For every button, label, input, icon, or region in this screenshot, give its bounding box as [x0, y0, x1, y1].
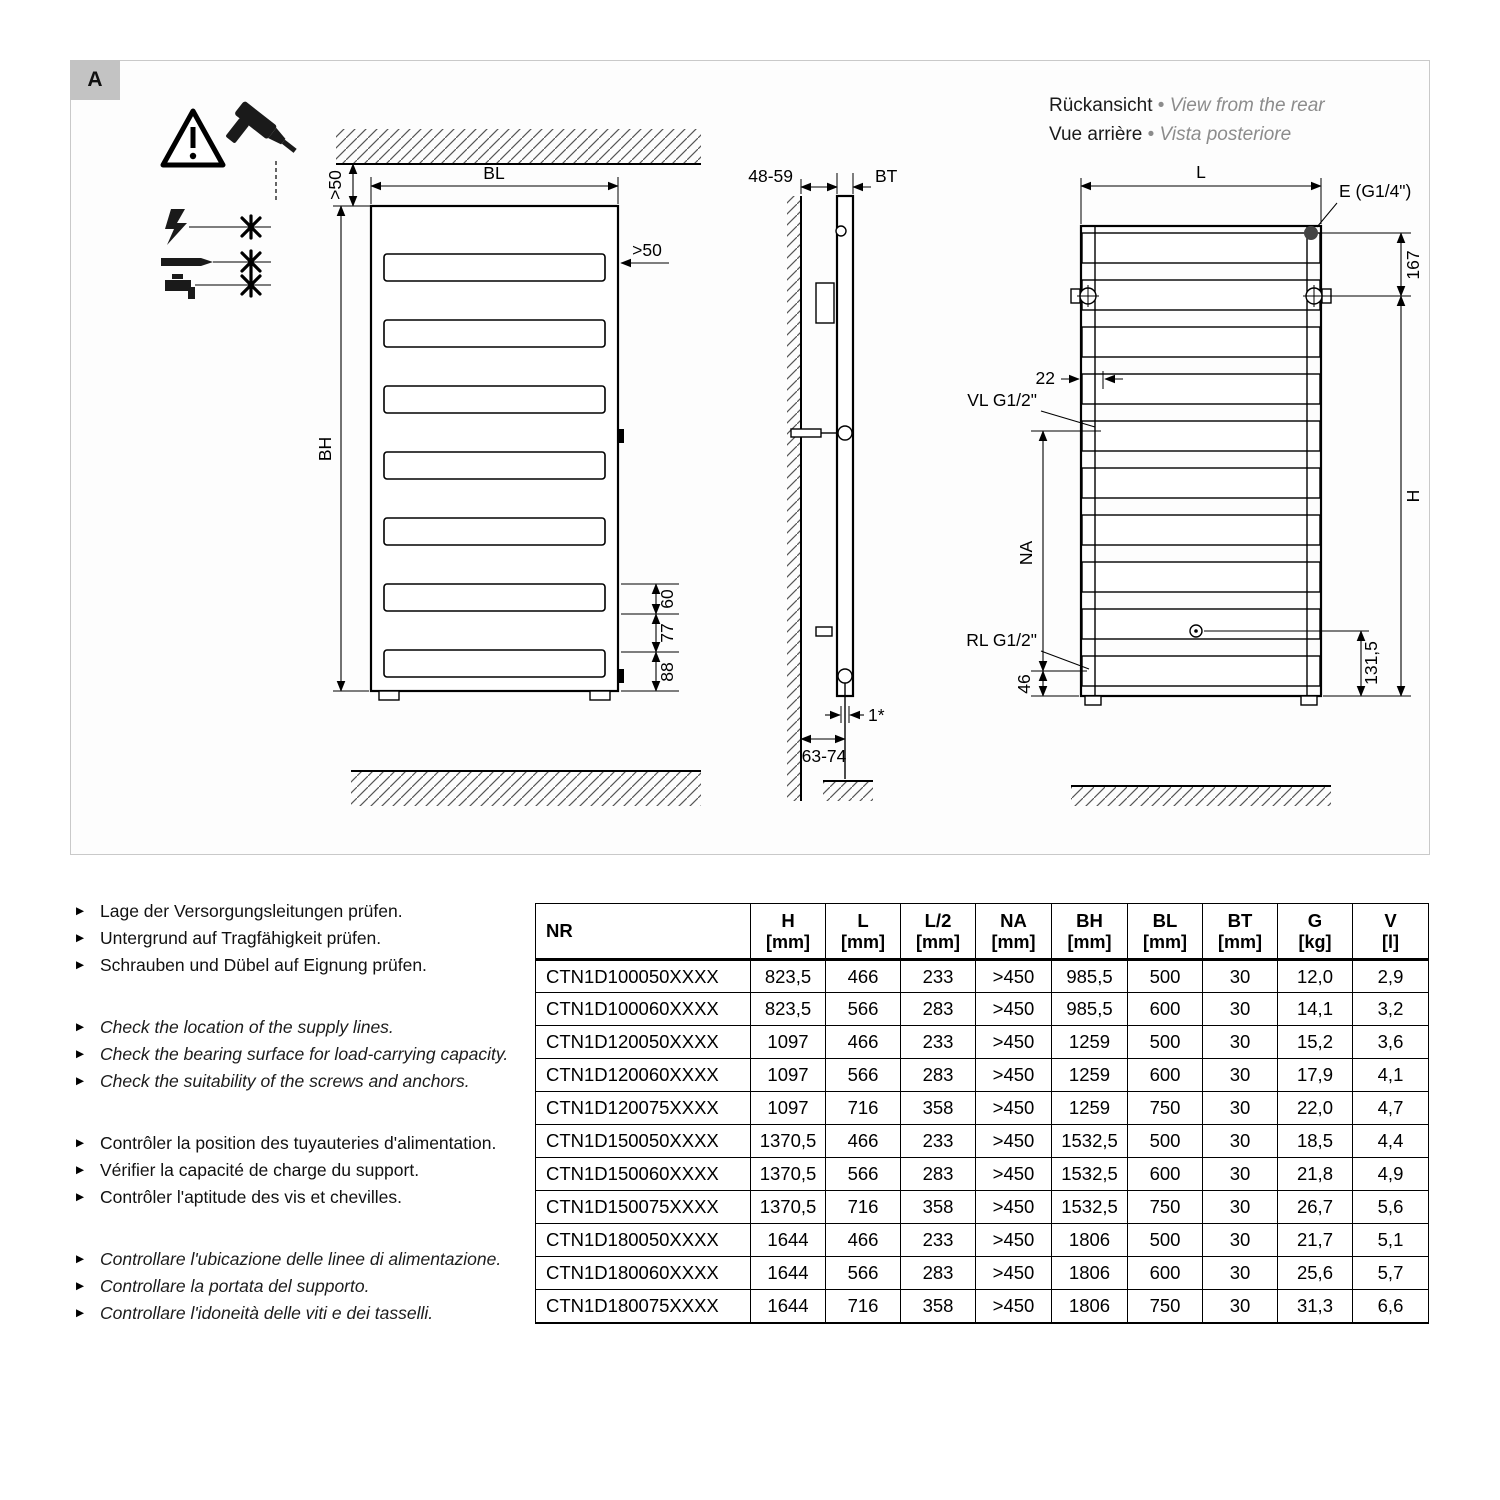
table-cell: 4,4: [1353, 1125, 1429, 1158]
dim-label: >50: [632, 240, 662, 260]
table-cell: 6,6: [1353, 1290, 1429, 1323]
table-cell: CTN1D150050XXXX: [536, 1125, 751, 1158]
dim-label: 1*: [868, 705, 885, 725]
table-cell: 985,5: [1052, 993, 1128, 1026]
warning-icons: [161, 100, 300, 299]
dim-60-77-88: [621, 584, 679, 691]
table-cell: 22,0: [1278, 1092, 1353, 1125]
col-header-bt: BT [mm]: [1203, 904, 1278, 960]
table-cell: 30: [1203, 1092, 1278, 1125]
col-header-nr: NR: [536, 904, 751, 960]
col-header-bh: BH [mm]: [1052, 904, 1128, 960]
checklist-text: Schrauben und Dübel auf Eignung prüfen.: [100, 955, 427, 975]
wall-hatch-top: [336, 129, 701, 164]
table-cell: 466: [826, 1026, 901, 1059]
panel-a: [70, 60, 1430, 855]
table-cell: 358: [901, 1092, 976, 1125]
table-cell: >450: [976, 960, 1052, 993]
table-cell: 600: [1128, 1059, 1203, 1092]
rear-view: [966, 162, 1423, 806]
table-cell: 750: [1128, 1191, 1203, 1224]
table-row: [536, 1092, 1429, 1125]
table-row: [536, 1158, 1429, 1191]
front-view: [315, 129, 701, 806]
rl-connection: [838, 669, 852, 683]
table-cell: 1097: [751, 1059, 826, 1092]
bracket-tab: [618, 669, 624, 683]
table-cell: 30: [1203, 1026, 1278, 1059]
table-cell: 1370,5: [751, 1191, 826, 1224]
table-cell: 15,2: [1278, 1026, 1353, 1059]
checklist-text: Vérifier la capacité de charge du support.: [100, 1160, 420, 1180]
table-cell: 1644: [751, 1290, 826, 1323]
dim-label: H: [1403, 489, 1423, 503]
table-cell: >450: [976, 1290, 1052, 1323]
table-cell: 12,0: [1278, 960, 1353, 993]
table-cell: 1370,5: [751, 1125, 826, 1158]
table-cell: 25,6: [1278, 1257, 1353, 1290]
table-cell: 1806: [1052, 1257, 1128, 1290]
table-cell: 750: [1128, 1092, 1203, 1125]
list-item: [76, 1184, 524, 1210]
title-fr: Vue arrière: [1049, 124, 1143, 145]
table-cell: CTN1D120060XXXX: [536, 1059, 751, 1092]
col-header-na: NA [mm]: [976, 904, 1052, 960]
table-cell: 30: [1203, 1191, 1278, 1224]
table-cell: 21,7: [1278, 1224, 1353, 1257]
table-cell: 1806: [1052, 1224, 1128, 1257]
table-cell: 566: [826, 1158, 901, 1191]
bullet-arrow-icon: ▶: [76, 932, 85, 944]
table-cell: 566: [826, 993, 901, 1026]
table-cell: 500: [1128, 960, 1203, 993]
list-item: [76, 1246, 524, 1272]
table-cell: >450: [976, 1257, 1052, 1290]
dim-label: 60: [657, 589, 677, 609]
pipe-line-icon: [161, 251, 271, 273]
table-cell: 3,6: [1353, 1026, 1429, 1059]
floor-hatch: [1071, 786, 1331, 806]
col-header-h: H [mm]: [751, 904, 826, 960]
table-cell: 1806: [1052, 1290, 1128, 1323]
table-cell: CTN1D180060XXXX: [536, 1257, 751, 1290]
table-cell: >450: [976, 1059, 1052, 1092]
table-cell: 233: [901, 960, 976, 993]
checklist-de: [76, 898, 524, 978]
table-cell: 18,5: [1278, 1125, 1353, 1158]
dim-label: 48-59: [748, 166, 793, 186]
dim-label: BH: [315, 436, 335, 462]
table-cell: 466: [826, 1224, 901, 1257]
bullet-arrow-icon: ▶: [76, 1307, 85, 1319]
list-item: [76, 898, 524, 924]
table-cell: 5,6: [1353, 1191, 1429, 1224]
radiator-foot: [1301, 696, 1317, 705]
checklist-text: Untergrund auf Tragfähigkeit prüfen.: [100, 928, 382, 948]
col-header-bl: BL [mm]: [1128, 904, 1203, 960]
dim-gap-right: [621, 240, 669, 263]
bullet-arrow-icon: ▶: [76, 1164, 85, 1176]
table-cell: 500: [1128, 1125, 1203, 1158]
table-cell: >450: [976, 993, 1052, 1026]
radiator-foot: [1085, 696, 1101, 705]
table-cell: CTN1D120075XXXX: [536, 1092, 751, 1125]
dim-label: BT: [875, 166, 898, 186]
radiator-foot: [590, 691, 610, 700]
table-row: [536, 993, 1429, 1026]
dim-label: 22: [1035, 368, 1055, 388]
table-cell: 358: [901, 1290, 976, 1323]
bullet-arrow-icon: ▶: [76, 1048, 85, 1060]
floor-hatch: [823, 781, 873, 801]
table-cell: 26,7: [1278, 1191, 1353, 1224]
table-cell: 1259: [1052, 1059, 1128, 1092]
list-item: [76, 1068, 524, 1094]
list-item: [76, 1041, 524, 1067]
list-item: [76, 1157, 524, 1183]
table-cell: 30: [1203, 1158, 1278, 1191]
wall-bracket: [816, 283, 834, 323]
checklist-text: Contrôler la position des tuyauteries d'alimentation.: [100, 1133, 497, 1153]
table-header-row: [536, 904, 1429, 960]
table-cell: 283: [901, 993, 976, 1026]
spec-table: [535, 903, 1429, 1324]
table-cell: CTN1D180050XXXX: [536, 1224, 751, 1257]
dim-label: RL G1/2": [966, 630, 1037, 650]
table-cell: 600: [1128, 993, 1203, 1026]
table-cell: 21,8: [1278, 1158, 1353, 1191]
water-line-icon: [165, 274, 271, 299]
bullet-arrow-icon: ▶: [76, 1075, 85, 1087]
table-cell: 283: [901, 1059, 976, 1092]
table-cell: 4,7: [1353, 1092, 1429, 1125]
table-cell: 283: [901, 1257, 976, 1290]
title-it: Vista posteriore: [1159, 124, 1292, 145]
checklist-fr: [76, 1130, 524, 1210]
list-item: [76, 1300, 524, 1326]
table-cell: CTN1D100050XXXX: [536, 960, 751, 993]
table-cell: CTN1D100060XXXX: [536, 993, 751, 1026]
list-item: [76, 1130, 524, 1156]
checklist-text: Check the location of the supply lines.: [100, 1017, 394, 1037]
checklist-text: Controllare la portata del supporto.: [100, 1276, 370, 1296]
vl-leader: [1041, 411, 1095, 427]
checklist-text: Check the bearing surface for load-carrying capacity.: [100, 1044, 509, 1064]
list-item: [76, 1273, 524, 1299]
table-row: [536, 1125, 1429, 1158]
table-cell: 1532,5: [1052, 1191, 1128, 1224]
title-en: View from the rear: [1169, 95, 1325, 116]
bullet-arrow-icon: ▶: [76, 1191, 85, 1203]
table-cell: 358: [901, 1191, 976, 1224]
dim-48-59-bt: [748, 166, 897, 194]
checklist-text: Controllare l'idoneità delle viti e dei tasselli.: [100, 1303, 434, 1323]
table-cell: 1097: [751, 1026, 826, 1059]
table-cell: 5,1: [1353, 1224, 1429, 1257]
table-cell: 2,9: [1353, 960, 1429, 993]
table-cell: >450: [976, 1224, 1052, 1257]
checklist-text: Lage der Versorgungsleitungen prüfen.: [100, 901, 403, 921]
table-cell: 750: [1128, 1290, 1203, 1323]
col-header-l: L [mm]: [826, 904, 901, 960]
table-cell: 500: [1128, 1026, 1203, 1059]
table-cell: 566: [826, 1257, 901, 1290]
bullet-arrow-icon: ▶: [76, 1137, 85, 1149]
list-item: [76, 925, 524, 951]
col-header-v: V [l]: [1353, 904, 1429, 960]
dim-l: [1081, 162, 1321, 224]
table-cell: 4,1: [1353, 1059, 1429, 1092]
vl-connection: [838, 426, 852, 440]
table-cell: 31,3: [1278, 1290, 1353, 1323]
checklist-text: Contrôler l'aptitude des vis et chevilles.: [100, 1187, 402, 1207]
table-cell: 30: [1203, 960, 1278, 993]
panel-label: A: [70, 60, 120, 100]
dim-1star: [825, 705, 885, 725]
table-row: [536, 1290, 1429, 1323]
table-cell: 500: [1128, 1224, 1203, 1257]
e-fitting: [1304, 226, 1318, 240]
dim-label: >50: [325, 170, 345, 200]
installation-diagram: [71, 61, 1429, 854]
table-row: [536, 1257, 1429, 1290]
table-cell: 823,5: [751, 993, 826, 1026]
dim-167-h: [1320, 233, 1423, 696]
table-row: [536, 1059, 1429, 1092]
drill-icon: [220, 100, 301, 175]
table-cell: 1532,5: [1052, 1158, 1128, 1191]
col-header-g: G [kg]: [1278, 904, 1353, 960]
dim-label: L: [1196, 162, 1206, 182]
bracket-tab: [618, 429, 624, 443]
table-row: [536, 1026, 1429, 1059]
bullet-arrow-icon: ▶: [76, 959, 85, 971]
table-cell: 985,5: [1052, 960, 1128, 993]
dim-bh: [315, 206, 369, 691]
table-cell: 5,7: [1353, 1257, 1429, 1290]
title-de: Rückansicht: [1049, 95, 1153, 116]
dim-label: VL G1/2": [967, 390, 1037, 410]
table-cell: 233: [901, 1224, 976, 1257]
table-cell: >450: [976, 1191, 1052, 1224]
table-cell: 30: [1203, 993, 1278, 1026]
table-row: [536, 1224, 1429, 1257]
table-cell: 716: [826, 1290, 901, 1323]
rear-view-title: [1049, 91, 1325, 149]
table-cell: CTN1D120050XXXX: [536, 1026, 751, 1059]
checklist-it: [76, 1246, 524, 1326]
table-cell: >450: [976, 1158, 1052, 1191]
table-cell: >450: [976, 1092, 1052, 1125]
table-cell: 30: [1203, 1059, 1278, 1092]
dim-label: 167: [1403, 250, 1423, 280]
electric-line-icon: [165, 209, 271, 245]
checklist: [76, 898, 524, 1362]
table-cell: 823,5: [751, 960, 826, 993]
table-cell: 716: [826, 1191, 901, 1224]
table-cell: >450: [976, 1026, 1052, 1059]
table-cell: 1259: [1052, 1026, 1128, 1059]
dim-label: 88: [657, 662, 677, 682]
table-cell: 14,1: [1278, 993, 1353, 1026]
dim-label: E (G1/4"): [1339, 181, 1412, 201]
table-cell: 17,9: [1278, 1059, 1353, 1092]
table-cell: >450: [976, 1125, 1052, 1158]
table-row: [536, 1191, 1429, 1224]
table-cell: 233: [901, 1026, 976, 1059]
table-cell: CTN1D150060XXXX: [536, 1158, 751, 1191]
dim-label: 131,5: [1361, 641, 1381, 685]
bullet-arrow-icon: ▶: [76, 1280, 85, 1292]
table-cell: 30: [1203, 1224, 1278, 1257]
table-cell: 600: [1128, 1158, 1203, 1191]
table-cell: CTN1D180075XXXX: [536, 1290, 751, 1323]
table-cell: 1532,5: [1052, 1125, 1128, 1158]
table-cell: 466: [826, 960, 901, 993]
wall-hatch-side: [787, 196, 801, 801]
col-header-l2: L/2 [mm]: [901, 904, 976, 960]
dim-gap-top: [325, 164, 371, 206]
table-cell: 1644: [751, 1257, 826, 1290]
vent-plug: [836, 226, 846, 236]
table-cell: 600: [1128, 1257, 1203, 1290]
table-row: [536, 960, 1429, 993]
wall-bracket: [816, 627, 832, 636]
checklist-text: Check the suitability of the screws and anchors.: [100, 1071, 470, 1091]
bullet-arrow-icon: ▶: [76, 905, 85, 917]
title-bullet: •: [1157, 95, 1165, 116]
list-item: [76, 1014, 524, 1040]
table-cell: 1370,5: [751, 1158, 826, 1191]
floor-hatch: [351, 771, 701, 806]
table-cell: 30: [1203, 1125, 1278, 1158]
side-view: [748, 166, 897, 801]
dim-label: NA: [1016, 540, 1036, 566]
table-cell: 716: [826, 1092, 901, 1125]
radiator-foot: [379, 691, 399, 700]
table-cell: 566: [826, 1059, 901, 1092]
table-cell: 30: [1203, 1257, 1278, 1290]
warning-triangle-icon: [163, 111, 223, 165]
dim-label: 46: [1014, 674, 1034, 694]
wall-bracket: [791, 429, 821, 437]
list-item: [76, 952, 524, 978]
table-cell: 3,2: [1353, 993, 1429, 1026]
table-cell: 1644: [751, 1224, 826, 1257]
table-cell: 466: [826, 1125, 901, 1158]
dim-63-74: [801, 739, 847, 766]
table-cell: 1097: [751, 1092, 826, 1125]
bullet-arrow-icon: ▶: [76, 1253, 85, 1265]
dim-label: 63-74: [801, 746, 847, 766]
table-cell: 4,9: [1353, 1158, 1429, 1191]
radiator-profile: [837, 196, 853, 696]
checklist-text: Controllare l'ubicazione delle linee di alimentazione.: [100, 1249, 502, 1269]
bullet-arrow-icon: ▶: [76, 1021, 85, 1033]
table-cell: 30: [1203, 1290, 1278, 1323]
checklist-en: [76, 1014, 524, 1094]
table-cell: 233: [901, 1125, 976, 1158]
table-cell: 1259: [1052, 1092, 1128, 1125]
dim-bl: [371, 163, 618, 204]
table-cell: 283: [901, 1158, 976, 1191]
title-bullet: •: [1147, 124, 1155, 145]
dim-label: 77: [657, 623, 677, 643]
table-cell: CTN1D150075XXXX: [536, 1191, 751, 1224]
dim-label: BL: [483, 163, 505, 183]
